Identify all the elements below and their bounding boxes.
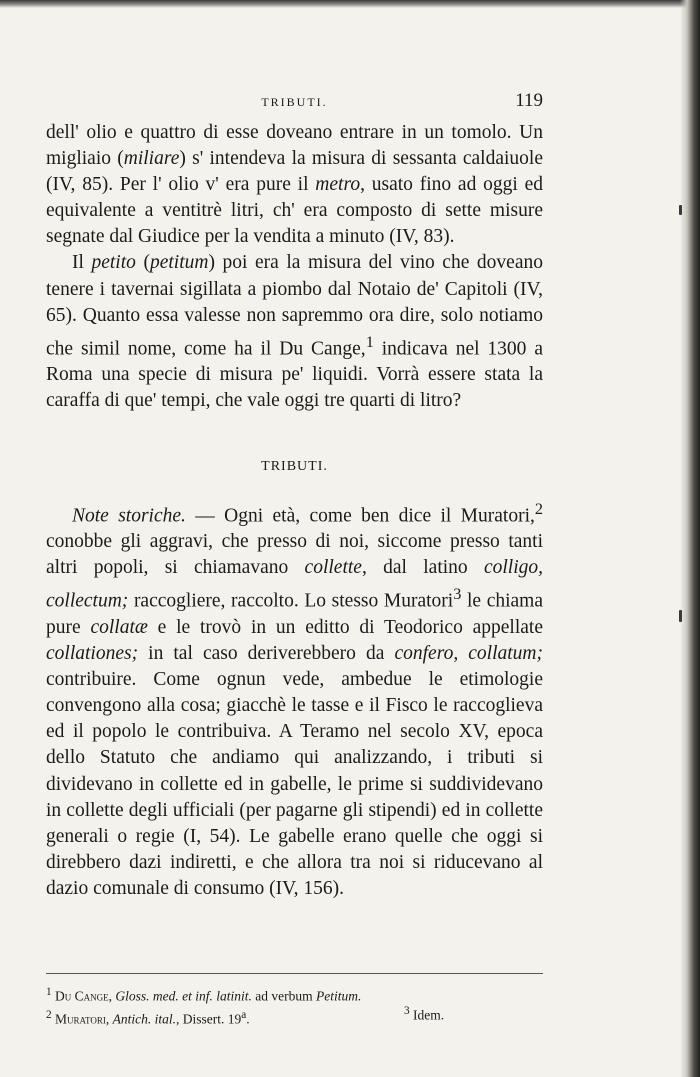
text-run: — Ogni età, come ben dice il Muratori, xyxy=(185,505,535,527)
footnote-author: Du Cange xyxy=(55,988,109,1004)
page-right-edge xyxy=(680,0,700,1077)
footnote-author: Muratori xyxy=(55,1011,106,1026)
footnote-term: Petitum. xyxy=(315,988,362,1004)
paragraph xyxy=(46,120,543,250)
body-text xyxy=(46,120,543,902)
footnote-rule xyxy=(46,973,543,974)
edge-mark xyxy=(679,610,682,622)
edge-mark xyxy=(679,205,682,215)
text-run: , usato fino ad oggi ed equivalente a ventitrè litri, ch' era composto di sette misure segnate dal Giudice per la vendita a minuto (IV, 83). xyxy=(46,174,543,248)
section-title: TRIBUTI. xyxy=(261,458,328,474)
footnote-work: Antich. ital. xyxy=(112,1011,176,1026)
text-run: dell' olio e quattro di esse doveano entrare in un tomolo. Un migliaio ( xyxy=(46,122,543,170)
page-header xyxy=(46,90,543,114)
footnote-ref: 3 xyxy=(453,585,462,604)
italic-term: colligo, collectum; xyxy=(46,557,544,612)
text-run: contribuire. Come ognun vede, ambedue le etimologie convengono alla cosa; giacchè le tasse e il Fisco le raccoglieva ed il popolo le contribuiva. A Teramo nel secolo XV, epoca dello Statuto che andiamo qui analizzando, i tributi si dividevano in collette ed in gabelle, le prime si suddividevano in collette degli ufficiali (per pagarne gli stipendi) ed in collette generali o regie (I, 54). Le gabelle erano quelle che oggi si direbbero dazi indiretti, e che allora tra noi si riducevano al dazio comunale di consumo (IV, 156). xyxy=(46,669,543,899)
text-run: raccogliere, raccolto. Lo stesso Muratori xyxy=(128,590,454,612)
text-run: indicava nel 1300 a Roma una specie di misura pe' liquidi. Vorrà essere stata la caraffa di que' tempi, che vale oggi tre quarti di litro? xyxy=(46,338,544,412)
italic-term: collette xyxy=(304,557,362,579)
text-run: Il xyxy=(72,252,92,274)
text-run: conobbe gli aggravi, che presso di noi, siccome presso tanti altri popoli, si chiamavano xyxy=(46,531,543,579)
footnote-3 xyxy=(404,1002,444,1025)
footnote-text: , Dissert. 19 xyxy=(175,1011,242,1026)
text-run: e le trovò in un editto di Teodorico appellate xyxy=(147,617,543,638)
page-number: 119 xyxy=(515,90,543,111)
paragraph xyxy=(46,496,543,902)
footnote-number: 1 xyxy=(46,986,52,998)
footnote-2: $^2$ Muratori, Antich. ital., Dissert. 19$^a$. xyxy=(46,1008,250,1026)
italic-term: collatæ xyxy=(90,617,148,638)
footnote-ref: 1 xyxy=(365,332,374,351)
italic-term: metro xyxy=(315,174,361,196)
footnote-text: . xyxy=(246,1011,250,1026)
footnote-number: 3 xyxy=(404,1005,410,1017)
footnote-sup: a xyxy=(241,1008,247,1021)
footnote-work: Gloss. med. et inf. latinit. xyxy=(115,988,252,1004)
italic-term: Note storiche. xyxy=(72,505,186,527)
text-run: ( xyxy=(135,252,150,274)
italic-term: petitum xyxy=(149,252,209,274)
italic-term: confero, collatum; xyxy=(394,643,544,665)
page-top-shadow xyxy=(0,0,700,8)
footnote-ref: 2 xyxy=(534,499,543,518)
italic-term: miliare xyxy=(123,148,180,170)
text-run: in tal caso deriverebbero da xyxy=(138,643,395,665)
text-run: ) s' intendeva la misura di sessanta caldaiuole (IV, 85). Per l' olio v' era pure il xyxy=(46,148,543,196)
footnote-text: Idem. xyxy=(413,1007,445,1023)
italic-term: collationes; xyxy=(46,643,139,665)
paragraph xyxy=(46,250,543,414)
text-run: le chiama pure xyxy=(46,590,543,638)
footnotes xyxy=(46,983,543,1028)
text-run: ) poi era la misura del vino che doveano tenere i tavernai sigillata a piombo dal Notaio de' Capitoli (IV, 65). Quanto essa valesse non sapremmo ora dire, solo notiamo che simil nome, come ha il Du Cange, xyxy=(46,252,543,360)
footnote-number: 2 xyxy=(46,1008,52,1021)
running-head: TRIBUTI. xyxy=(261,95,328,109)
text-run: , dal latino xyxy=(361,557,484,579)
italic-term: petito xyxy=(91,252,136,274)
footnote-1: $^1$ Du Cange, Gloss. med. et inf. latinit. ad verbum Petitum. xyxy=(46,986,362,1004)
footnote-text: ad verbum xyxy=(251,988,316,1004)
